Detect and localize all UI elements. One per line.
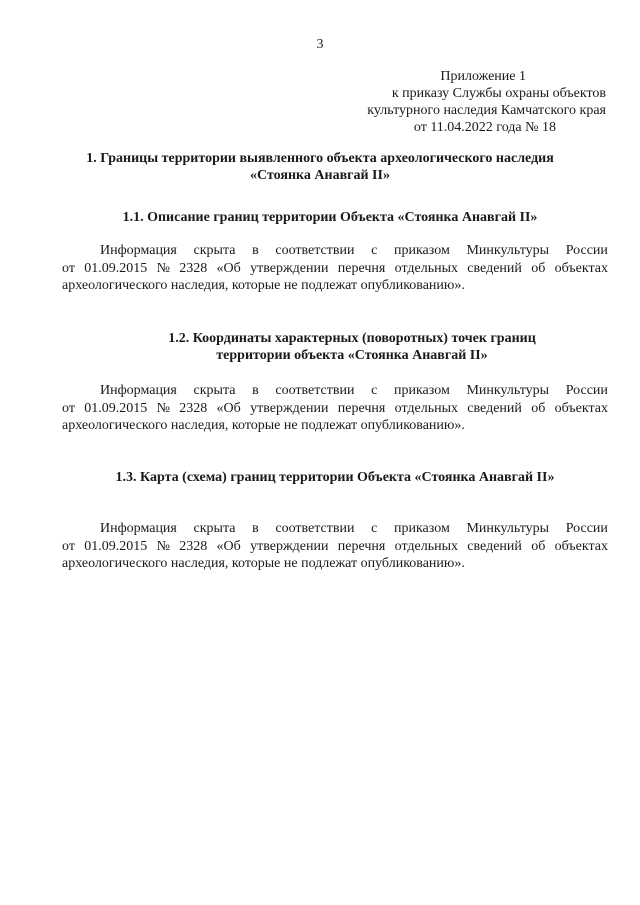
paragraph-word: отдельных: [394, 400, 458, 416]
paragraph-word: приказом: [393, 383, 450, 398]
paragraph-word: «Об: [216, 260, 241, 276]
paragraph-word: утверждении: [250, 260, 329, 276]
paragraph-word: Минкультуры: [466, 521, 550, 536]
paragraph-word: России: [565, 243, 608, 258]
paragraph-word: №: [156, 260, 170, 276]
paragraph-word: об: [531, 538, 546, 554]
paragraph-line: [62, 400, 608, 418]
paragraph-word: сведений: [467, 538, 522, 554]
paragraph-word: перечня: [337, 400, 386, 416]
paragraph-word: скрыта: [193, 521, 236, 536]
appendix-title: Приложение 1: [440, 69, 526, 84]
paragraph-word: 01.09.2015: [84, 260, 148, 276]
paragraph-word: №: [156, 538, 170, 554]
paragraph-word: соответствии: [275, 383, 355, 398]
paragraph-word: объектах: [554, 538, 608, 554]
paragraph-word: перечня: [337, 260, 386, 276]
paragraph-word: Минкультуры: [466, 383, 550, 398]
paragraph-word: в: [252, 521, 259, 536]
paragraph-word: от: [62, 538, 75, 554]
paragraph-word: об: [531, 260, 546, 276]
section-1-3-heading: [15, 469, 640, 486]
section-1-2-heading: [32, 330, 640, 364]
paragraph-word: 2328: [179, 400, 208, 416]
section-1-2-heading-line-2: территории объекта «Стоянка Анавгай II»: [216, 348, 488, 363]
paragraph-word: России: [565, 521, 608, 536]
paragraph-word: об: [531, 400, 546, 416]
paragraph-word: скрыта: [193, 243, 236, 258]
paragraph-line: [62, 538, 608, 556]
paragraph-word: России: [565, 383, 608, 398]
appendix-date-line: от 11.04.2022 года № 18: [413, 120, 556, 135]
section-1-2-heading-line-1: 1.2. Координаты характерных (поворотных) точек границ: [168, 331, 536, 346]
section-1-heading: [0, 150, 640, 184]
paragraph-line: [62, 260, 608, 278]
paragraph-word: приказом: [393, 243, 450, 258]
paragraph-word: с: [371, 521, 378, 536]
section-1-2-paragraph: [62, 382, 608, 435]
paragraph-word: утверждении: [250, 400, 329, 416]
paragraph-word: перечня: [337, 538, 386, 554]
paragraph-word: сведений: [467, 260, 522, 276]
section-1-1-paragraph: [62, 242, 608, 295]
paragraph-word: Информация: [100, 383, 177, 398]
paragraph-line: [62, 382, 608, 400]
section-1-heading-line-2: «Стоянка Анавгай II»: [250, 168, 390, 183]
paragraph-word: утверждении: [250, 538, 329, 554]
paragraph-word: сведений: [467, 400, 522, 416]
paragraph-word: соответствии: [275, 521, 355, 536]
section-1-3-heading-text: 1.3. Карта (схема) границ территории Объекта «Стоянка Анавгай II»: [115, 470, 555, 485]
paragraph-word: 01.09.2015: [84, 538, 148, 554]
paragraph-word: Минкультуры: [466, 243, 550, 258]
paragraph-word: соответствии: [275, 243, 355, 258]
appendix-order-line: к приказу Службы охраны объектов: [391, 86, 606, 101]
page-number: 3: [316, 37, 324, 52]
paragraph-word: объектах: [554, 260, 608, 276]
paragraph-word: 2328: [179, 260, 208, 276]
section-1-1-heading-text: 1.1. Описание границ территории Объекта «Стоянка Анавгай II»: [122, 210, 538, 225]
paragraph-line: археологического наследия, которые не подлежат опубликованию».: [62, 556, 465, 571]
paragraph-word: отдельных: [394, 538, 458, 554]
paragraph-word: с: [371, 383, 378, 398]
paragraph-word: скрыта: [193, 383, 236, 398]
paragraph-word: от: [62, 400, 75, 416]
paragraph-word: 01.09.2015: [84, 400, 148, 416]
paragraph-word: отдельных: [394, 260, 458, 276]
paragraph-word: от: [62, 260, 75, 276]
paragraph-word: 2328: [179, 538, 208, 554]
paragraph-word: №: [156, 400, 170, 416]
paragraph-line: [62, 242, 608, 260]
paragraph-line: [62, 520, 608, 538]
section-1-1-heading: [10, 209, 640, 226]
paragraph-word: Информация: [100, 243, 177, 258]
paragraph-word: приказом: [393, 521, 450, 536]
paragraph-word: объектах: [554, 400, 608, 416]
section-1-heading-line-1: 1. Границы территории выявленного объекта археологического наследия: [86, 151, 554, 166]
appendix-authority-line: культурного наследия Камчатского края: [367, 103, 606, 118]
appendix-header: [266, 68, 606, 136]
section-1-3-paragraph: [62, 520, 608, 573]
paragraph-line: археологического наследия, которые не подлежат опубликованию».: [62, 418, 465, 433]
paragraph-word: в: [252, 243, 259, 258]
paragraph-word: в: [252, 383, 259, 398]
paragraph-word: «Об: [216, 400, 241, 416]
paragraph-line: археологического наследия, которые не подлежат опубликованию».: [62, 278, 465, 293]
paragraph-word: «Об: [216, 538, 241, 554]
paragraph-word: с: [371, 243, 378, 258]
paragraph-word: Информация: [100, 521, 177, 536]
